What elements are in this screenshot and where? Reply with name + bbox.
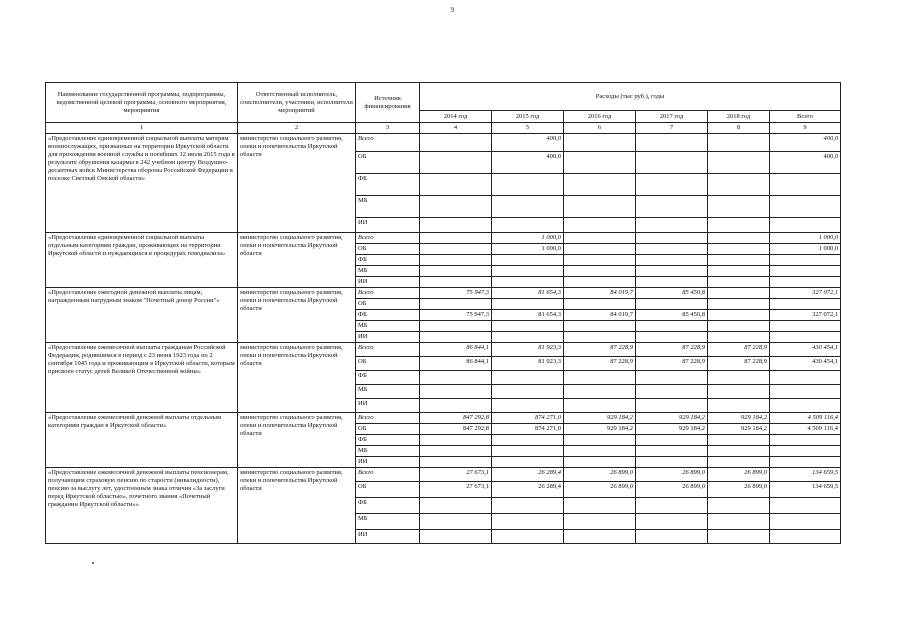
value-cell: 929 184,2 xyxy=(636,424,708,435)
value-cell xyxy=(492,299,564,310)
funding-source: Всего xyxy=(356,288,420,299)
value-cell xyxy=(420,218,492,233)
value-cell xyxy=(708,218,770,233)
value-cell xyxy=(770,299,841,310)
value-cell xyxy=(492,277,564,288)
value-cell xyxy=(420,457,492,468)
value-cell xyxy=(770,399,841,413)
funding-source: МБ xyxy=(356,196,420,218)
header-year-2014: 2014 год xyxy=(420,111,492,123)
funding-source: МБ xyxy=(356,446,420,457)
value-cell xyxy=(636,385,708,399)
value-cell xyxy=(770,277,841,288)
value-cell xyxy=(492,174,564,196)
header-executor: Ответственный исполнитель, соисполнители, участники, исполнители мероприятий xyxy=(238,83,356,123)
funding-source: ИИ xyxy=(356,399,420,413)
col-number: 8 xyxy=(708,123,770,134)
value-cell xyxy=(636,218,708,233)
value-cell xyxy=(420,255,492,266)
value-cell xyxy=(770,332,841,343)
value-cell xyxy=(492,446,564,457)
funding-source: ФБ xyxy=(356,371,420,385)
funding-source: ИИ xyxy=(356,530,420,544)
header-year-2018: 2018 год xyxy=(708,111,770,123)
program-description: «Предоставление ежемесячной денежной выплаты пенсионерам, получающим страховую пенсию по старости (инвалидности), пенсию за выслугу лет, удостоенным знака отличия «За заслуги перед Иркутской областью», почетного звания «Почетный гражданин Иркутской области»» xyxy=(46,468,238,544)
value-cell xyxy=(564,277,636,288)
program-description: «Предоставление ежегодной денежной выплаты лицам, награжденным нагрудным знаком "Почетный донор России"» xyxy=(46,288,238,343)
value-cell xyxy=(708,332,770,343)
col-number: 5 xyxy=(492,123,564,134)
value-cell xyxy=(492,255,564,266)
value-cell xyxy=(708,310,770,321)
value-cell xyxy=(564,174,636,196)
value-cell xyxy=(770,498,841,514)
value-cell xyxy=(492,332,564,343)
value-cell xyxy=(420,196,492,218)
value-cell: 4 509 116,4 xyxy=(770,424,841,435)
value-cell: 26 289,4 xyxy=(492,482,564,498)
funding-source: Всего xyxy=(356,134,420,152)
value-cell: 929 184,2 xyxy=(564,424,636,435)
page-number: 9 xyxy=(450,6,455,14)
value-cell xyxy=(420,385,492,399)
funding-source: ОБ xyxy=(356,357,420,371)
value-cell: 4 509 116,4 xyxy=(770,413,841,424)
value-cell xyxy=(564,435,636,446)
col-number: 4 xyxy=(420,123,492,134)
value-cell: 27 673,1 xyxy=(420,468,492,482)
program-description: «Предоставление единовременной социальной выплаты отдельным категориям граждан, проживающих на территории Иркутской области и нуждающихся в процедурах гемодиализа» xyxy=(46,233,238,288)
value-cell: 81 923,3 xyxy=(492,357,564,371)
value-cell xyxy=(564,446,636,457)
value-cell xyxy=(708,255,770,266)
funding-source: ФБ xyxy=(356,435,420,446)
value-cell xyxy=(492,498,564,514)
value-cell xyxy=(420,152,492,174)
value-cell xyxy=(420,371,492,385)
col-number: 3 xyxy=(356,123,420,134)
table-row xyxy=(46,288,841,299)
value-cell xyxy=(636,255,708,266)
funding-source: МБ xyxy=(356,266,420,277)
value-cell xyxy=(564,244,636,255)
value-cell: 86 844,1 xyxy=(420,357,492,371)
value-cell xyxy=(636,399,708,413)
col-number: 1 xyxy=(46,123,238,134)
value-cell xyxy=(564,152,636,174)
value-cell xyxy=(708,134,770,152)
value-cell xyxy=(420,299,492,310)
value-cell: 85 450,8 xyxy=(636,288,708,299)
value-cell: 27 673,1 xyxy=(420,482,492,498)
value-cell xyxy=(770,321,841,332)
executor-cell: министерство социального развития, опеки и попечительства Иркутской области xyxy=(238,233,356,288)
value-cell: 874 271,0 xyxy=(492,424,564,435)
funding-source: МБ xyxy=(356,385,420,399)
table-row xyxy=(46,343,841,357)
value-cell: 81 923,3 xyxy=(492,343,564,357)
value-cell xyxy=(492,218,564,233)
value-cell xyxy=(770,530,841,544)
value-cell xyxy=(636,299,708,310)
value-cell xyxy=(770,174,841,196)
executor-cell: министерство социального развития, опеки и попечительства Иркутской области xyxy=(238,468,356,544)
funding-source: ФБ xyxy=(356,174,420,196)
funding-source: ОБ xyxy=(356,244,420,255)
value-cell xyxy=(636,321,708,332)
value-cell xyxy=(564,530,636,544)
funding-source: ИИ xyxy=(356,332,420,343)
value-cell xyxy=(420,321,492,332)
value-cell xyxy=(636,174,708,196)
value-cell xyxy=(770,385,841,399)
value-cell: 26 899,0 xyxy=(636,468,708,482)
table-row xyxy=(46,468,841,482)
value-cell xyxy=(708,514,770,530)
value-cell xyxy=(492,514,564,530)
value-cell xyxy=(564,498,636,514)
value-cell xyxy=(492,266,564,277)
value-cell xyxy=(564,233,636,244)
budget-table xyxy=(45,82,841,544)
value-cell: 847 292,8 xyxy=(420,424,492,435)
value-cell xyxy=(708,174,770,196)
value-cell xyxy=(636,233,708,244)
value-cell xyxy=(708,371,770,385)
value-cell xyxy=(636,244,708,255)
value-cell: 85 450,8 xyxy=(636,310,708,321)
header-year-2017: 2017 год xyxy=(636,111,708,123)
value-cell xyxy=(770,218,841,233)
value-cell: 400,0 xyxy=(492,134,564,152)
program-description: «Предоставление единовременной социальной выплаты матерям военнослужащих, призванных на территории Иркутской области для прохождения военной службы и погибших 12 июля 2015 года в результате обрушения казармы в 242 учебном центру Воздушно-десантных войск Министерства обороны Российской Федерации в поселке Светлый Омской области» xyxy=(46,134,238,233)
value-cell xyxy=(708,233,770,244)
col-number: 7 xyxy=(636,123,708,134)
value-cell: 84 019,7 xyxy=(564,310,636,321)
value-cell xyxy=(636,277,708,288)
value-cell: 1 000,0 xyxy=(770,233,841,244)
funding-source: ФБ xyxy=(356,498,420,514)
value-cell xyxy=(636,134,708,152)
header-program: Наименование государственной программы, подпрограммы, ведомственной целевой программы, основного мероприятия, мероприятия xyxy=(46,83,238,123)
value-cell: 86 844,1 xyxy=(420,343,492,357)
header-year-2015: 2015 год xyxy=(492,111,564,123)
funding-source: ФБ xyxy=(356,310,420,321)
value-cell: 134 659,5 xyxy=(770,468,841,482)
value-cell xyxy=(492,196,564,218)
funding-source: Всего xyxy=(356,468,420,482)
value-cell xyxy=(420,530,492,544)
funding-source: ОБ xyxy=(356,299,420,310)
funding-source: МБ xyxy=(356,514,420,530)
value-cell: 26 899,0 xyxy=(564,468,636,482)
value-cell: 87 228,9 xyxy=(636,357,708,371)
value-cell xyxy=(492,321,564,332)
value-cell: 1 000,0 xyxy=(492,244,564,255)
value-cell xyxy=(636,152,708,174)
value-cell: 26 899,0 xyxy=(636,482,708,498)
value-cell: 87 228,9 xyxy=(564,357,636,371)
value-cell xyxy=(564,218,636,233)
value-cell xyxy=(770,196,841,218)
value-cell xyxy=(564,457,636,468)
funding-source: МБ xyxy=(356,321,420,332)
funding-source: Всего xyxy=(356,413,420,424)
value-cell xyxy=(564,299,636,310)
value-cell xyxy=(420,266,492,277)
value-cell xyxy=(564,196,636,218)
value-cell xyxy=(420,435,492,446)
value-cell: 929 184,2 xyxy=(564,413,636,424)
value-cell xyxy=(708,385,770,399)
value-cell: 75 947,3 xyxy=(420,288,492,299)
value-cell: 929 184,2 xyxy=(636,413,708,424)
value-cell xyxy=(564,385,636,399)
value-cell: 84 019,7 xyxy=(564,288,636,299)
value-cell xyxy=(564,332,636,343)
value-cell: 81 654,3 xyxy=(492,310,564,321)
value-cell: 26 899,0 xyxy=(564,482,636,498)
value-cell xyxy=(420,498,492,514)
value-cell: 87 228,9 xyxy=(708,343,770,357)
value-cell xyxy=(770,446,841,457)
executor-cell: министерство социального развития, опеки и попечительства Иркутской области xyxy=(238,343,356,413)
value-cell xyxy=(636,530,708,544)
table-body xyxy=(46,134,841,544)
value-cell: 327 072,1 xyxy=(770,288,841,299)
value-cell xyxy=(708,277,770,288)
value-cell xyxy=(770,266,841,277)
value-cell xyxy=(708,399,770,413)
value-cell xyxy=(564,255,636,266)
value-cell: 26 899,0 xyxy=(708,482,770,498)
col-number: 2 xyxy=(238,123,356,134)
funding-source: Всего xyxy=(356,233,420,244)
value-cell xyxy=(420,514,492,530)
table-row xyxy=(46,134,841,152)
value-cell xyxy=(636,332,708,343)
value-cell: 847 292,8 xyxy=(420,413,492,424)
funding-source: Всего xyxy=(356,343,420,357)
program-description: «Предоставление ежемесячной денежной выплаты отдельным категориям граждан в Иркутской области» xyxy=(46,413,238,468)
funding-source: ОБ xyxy=(356,482,420,498)
value-cell xyxy=(564,371,636,385)
value-cell xyxy=(492,371,564,385)
value-cell xyxy=(708,288,770,299)
value-cell xyxy=(770,435,841,446)
header-total: Всего xyxy=(770,111,841,123)
value-cell xyxy=(636,446,708,457)
value-cell xyxy=(564,266,636,277)
value-cell: 400,0 xyxy=(492,152,564,174)
value-cell: 75 947,3 xyxy=(420,310,492,321)
value-cell xyxy=(708,498,770,514)
funding-source: ФБ xyxy=(356,255,420,266)
executor-cell: министерство социального развития, опеки и попечительства Иркутской области xyxy=(238,134,356,233)
value-cell: 1 000,0 xyxy=(492,233,564,244)
value-cell xyxy=(708,530,770,544)
value-cell xyxy=(708,321,770,332)
value-cell xyxy=(708,266,770,277)
value-cell xyxy=(420,134,492,152)
value-cell xyxy=(636,514,708,530)
value-cell xyxy=(708,457,770,468)
col-number: 6 xyxy=(564,123,636,134)
value-cell xyxy=(770,514,841,530)
value-cell xyxy=(708,244,770,255)
value-cell: 26 899,0 xyxy=(708,468,770,482)
value-cell: 134 659,5 xyxy=(770,482,841,498)
value-cell xyxy=(708,196,770,218)
table-row xyxy=(46,233,841,244)
value-cell xyxy=(564,134,636,152)
funding-source: ОБ xyxy=(356,424,420,435)
value-cell: 400,0 xyxy=(770,152,841,174)
value-cell xyxy=(420,174,492,196)
header-source: Источник финансирования xyxy=(356,83,420,123)
stray-mark xyxy=(92,562,94,564)
value-cell xyxy=(770,255,841,266)
value-cell: 874 271,0 xyxy=(492,413,564,424)
value-cell xyxy=(708,152,770,174)
column-number-row xyxy=(46,123,841,134)
col-number: 9 xyxy=(770,123,841,134)
value-cell xyxy=(708,435,770,446)
value-cell: 26 289,4 xyxy=(492,468,564,482)
value-cell xyxy=(492,530,564,544)
value-cell xyxy=(770,457,841,468)
value-cell xyxy=(492,399,564,413)
value-cell xyxy=(636,457,708,468)
value-cell: 430 454,1 xyxy=(770,357,841,371)
value-cell: 87 228,9 xyxy=(708,357,770,371)
value-cell: 87 228,9 xyxy=(564,343,636,357)
value-cell: 327 072,1 xyxy=(770,310,841,321)
value-cell: 929 184,2 xyxy=(708,413,770,424)
value-cell xyxy=(492,385,564,399)
table-row xyxy=(46,413,841,424)
funding-source: ИИ xyxy=(356,457,420,468)
executor-cell: министерство социального развития, опеки и попечительства Иркутской области xyxy=(238,288,356,343)
value-cell xyxy=(492,457,564,468)
value-cell xyxy=(564,399,636,413)
value-cell xyxy=(636,266,708,277)
header-year-2016: 2016 год xyxy=(564,111,636,123)
value-cell xyxy=(420,233,492,244)
value-cell xyxy=(420,332,492,343)
header-expenses: Расходы (тыс руб.), годы xyxy=(420,83,841,111)
value-cell xyxy=(564,514,636,530)
value-cell xyxy=(636,196,708,218)
value-cell xyxy=(708,446,770,457)
value-cell: 430 454,1 xyxy=(770,343,841,357)
value-cell: 1 000,0 xyxy=(770,244,841,255)
program-description: «Предоставление ежемесячной выплаты гражданам Российской Федерации, родившимся в период с 23 июня 1923 года по 2 сентября 1945 года и проживающим в Иркутской области, которым присвоен статус детей Великой Отечественной войны» xyxy=(46,343,238,413)
value-cell xyxy=(420,244,492,255)
value-cell xyxy=(420,399,492,413)
value-cell xyxy=(770,371,841,385)
value-cell: 87 228,9 xyxy=(636,343,708,357)
value-cell xyxy=(420,277,492,288)
value-cell xyxy=(492,435,564,446)
value-cell: 400,0 xyxy=(770,134,841,152)
value-cell xyxy=(420,446,492,457)
value-cell xyxy=(636,371,708,385)
value-cell: 81 654,3 xyxy=(492,288,564,299)
value-cell xyxy=(708,299,770,310)
funding-source: ИИ xyxy=(356,277,420,288)
value-cell: 929 184,2 xyxy=(708,424,770,435)
value-cell xyxy=(564,321,636,332)
funding-source: ИИ xyxy=(356,218,420,233)
value-cell xyxy=(636,498,708,514)
funding-source: ОБ xyxy=(356,152,420,174)
executor-cell: министерство социального развития, опеки и попечительства Иркутской области xyxy=(238,413,356,468)
value-cell xyxy=(636,435,708,446)
